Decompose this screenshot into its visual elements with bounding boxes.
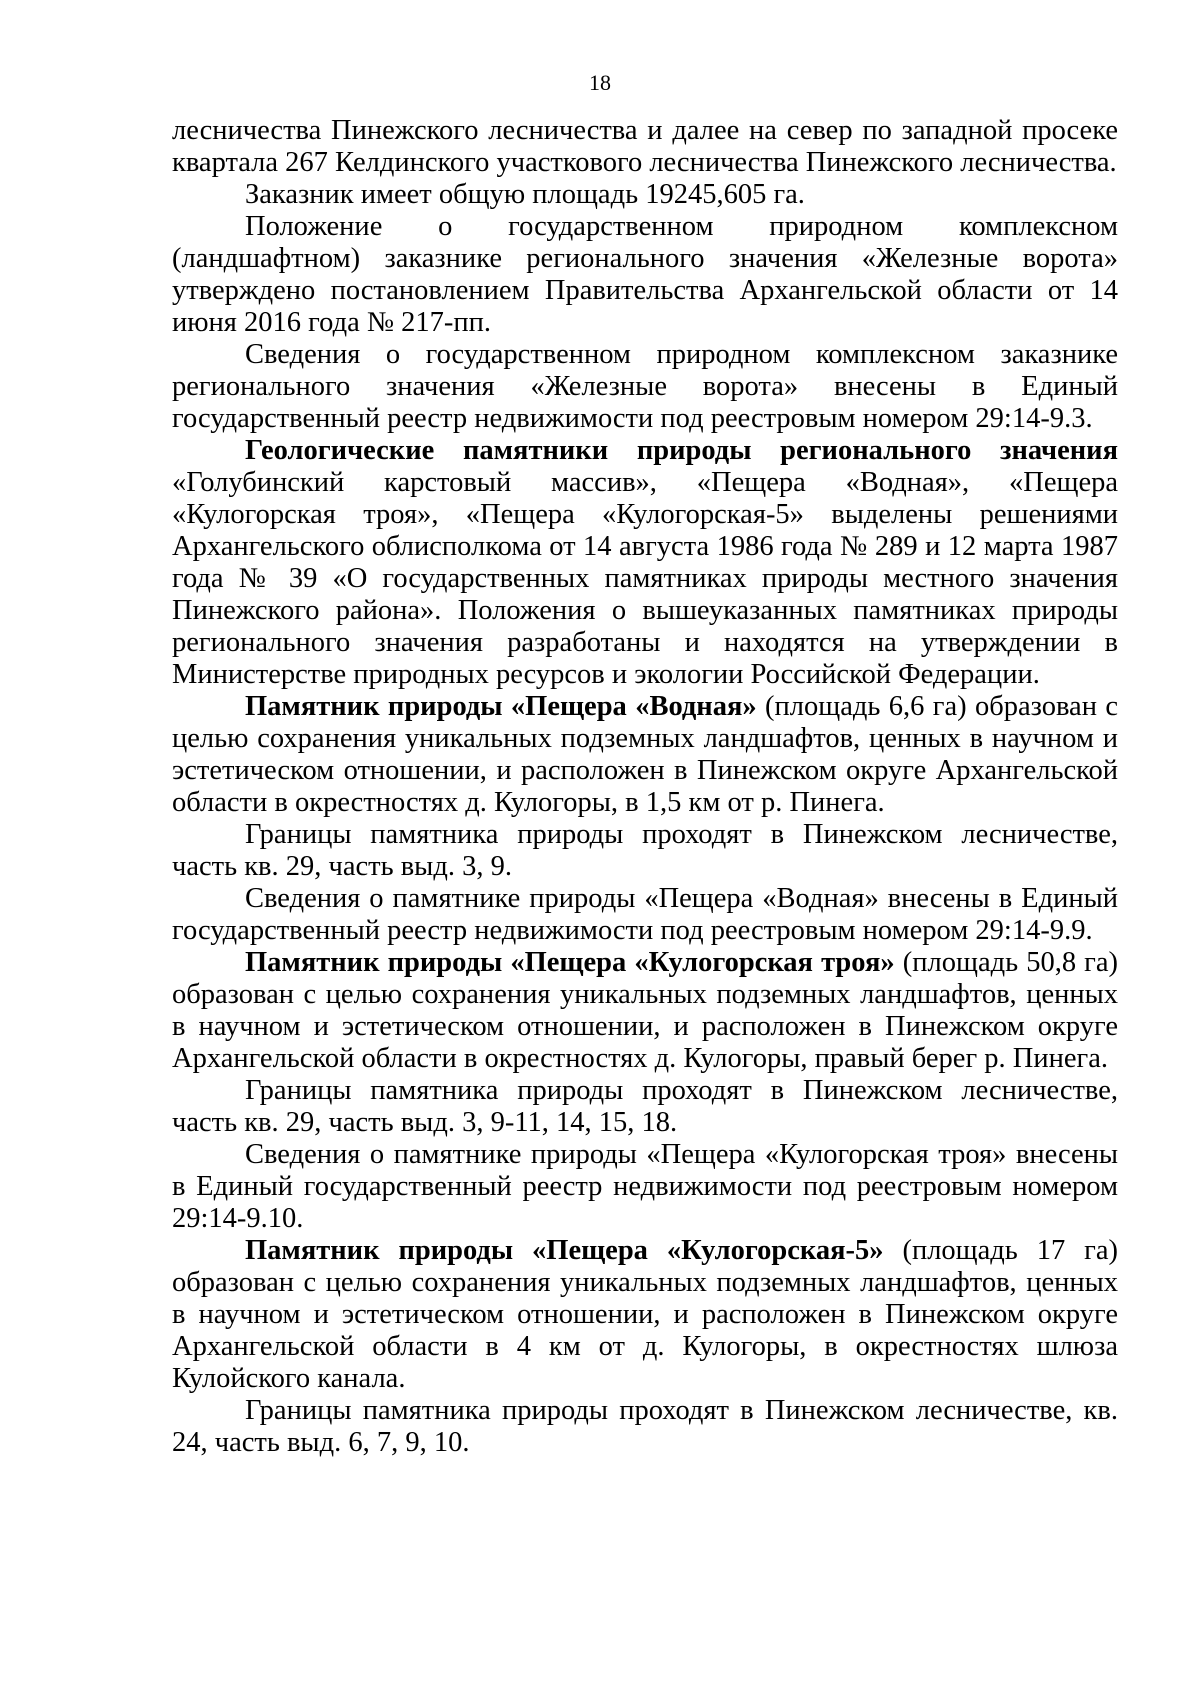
paragraph-heading: Памятник природы «Пещера «Кулогорская-5»	[245, 1235, 884, 1266]
paragraph-geological-monuments	[172, 435, 1118, 691]
paragraph-text: Положение о государственном природном комплексном (ландшафтном) заказнике регионального значения «Железные ворота» утверждено постановлением Правительства Архангельской области от 14 июня 2016 года № 217-пп.	[172, 211, 1118, 338]
paragraph-continuation	[172, 115, 1118, 179]
paragraph-troya-boundaries	[172, 1075, 1118, 1139]
paragraph-vodnaya-boundaries	[172, 819, 1118, 883]
paragraph-heading: Геологические памятники природы регионального значения	[245, 435, 1118, 466]
page-number: 18	[589, 70, 611, 95]
paragraph-text: лесничества Пинежского лесничества и далее на север по западной просеке квартала 267 Келдинского участкового лесничества Пинежского лесничества.	[172, 115, 1118, 178]
paragraph-text: Границы памятника природы проходят в Пинежском лесничестве, часть кв. 29, часть выд. 3, 9-11, 14, 15, 18.	[172, 1075, 1118, 1138]
paragraph-text: Сведения о памятнике природы «Пещера «Водная» внесены в Единый государственный реестр недвижимости под реестровым номером 29:14-9.9.	[172, 883, 1118, 946]
paragraph-text: Границы памятника природы проходят в Пинежском лесничестве, кв. 24, часть выд. 6, 7, 9, 10.	[172, 1395, 1118, 1458]
paragraph-monument-vodnaya	[172, 691, 1118, 819]
paragraph-heading: Памятник природы «Пещера «Водная»	[245, 691, 757, 722]
paragraph-kulogorskaya-5-boundaries	[172, 1395, 1118, 1459]
paragraph-text: «Голубинский карстовый массив», «Пещера «Водная», «Пещера «Кулогорская троя», «Пещера «Кулогорская-5» выделены решениями Архангельского облисполкома от 14 августа 1986 года № 289 и 12 марта 1987 года № 39 «О государственных памятниках природы местного значения Пинежского района». Положения о вышеуказанных памятниках природы регионального значения разработаны и находятся на утверждении в Министерстве природных ресурсов и экологии Российской Федерации.	[172, 467, 1118, 690]
paragraph-text: Заказник имеет общую площадь 19245,605 га.	[245, 179, 805, 210]
paragraph-reserve-area	[172, 179, 1118, 211]
paragraph-text: (площадь 6,6 га) образован с целью сохранения уникальных подземных ландшафтов, ценных в научном и эстетическом отношении, и расположен в Пинежском округе Архангельской области в окрестностях д. Кулогоры, в 1,5 км от р. Пинега.	[172, 691, 1118, 818]
paragraph-text: (площадь 17 га) образован с целью сохранения уникальных подземных ландшафтов, ценных в научном и эстетическом отношении, и расположен в Пинежском округе Архангельской области в 4 км от д. Кулогоры, в окрестностях шлюза Кулойского канала.	[172, 1235, 1118, 1394]
document-body	[172, 115, 1118, 1459]
paragraph-text: (площадь 50,8 га) образован с целью сохранения уникальных подземных ландшафтов, ценных в научном и эстетическом отношении, и расположен в Пинежском округе Архангельской области в окрестностях д. Кулогоры, правый берег р. Пинега.	[172, 947, 1119, 1074]
paragraph-reserve-registry	[172, 339, 1118, 435]
paragraph-text: Сведения о памятнике природы «Пещера «Кулогорская троя» внесены в Единый государственный реестр недвижимости под реестровым номером 29:14-9.10.	[172, 1139, 1118, 1234]
paragraph-vodnaya-registry	[172, 883, 1118, 947]
paragraph-monument-kulogorskaya-troya	[172, 947, 1118, 1075]
paragraph-heading: Памятник природы «Пещера «Кулогорская троя»	[245, 947, 895, 978]
paragraph-text: Границы памятника природы проходят в Пинежском лесничестве, часть кв. 29, часть выд. 3, 9.	[172, 819, 1118, 882]
paragraph-reserve-regulation	[172, 211, 1118, 339]
paragraph-text: Сведения о государственном природном комплексном заказнике регионального значения «Железные ворота» внесены в Единый государственный реестр недвижимости под реестровым номером 29:14-9.3.	[172, 339, 1118, 434]
paragraph-monument-kulogorskaya-5	[172, 1235, 1118, 1395]
paragraph-troya-registry	[172, 1139, 1118, 1235]
